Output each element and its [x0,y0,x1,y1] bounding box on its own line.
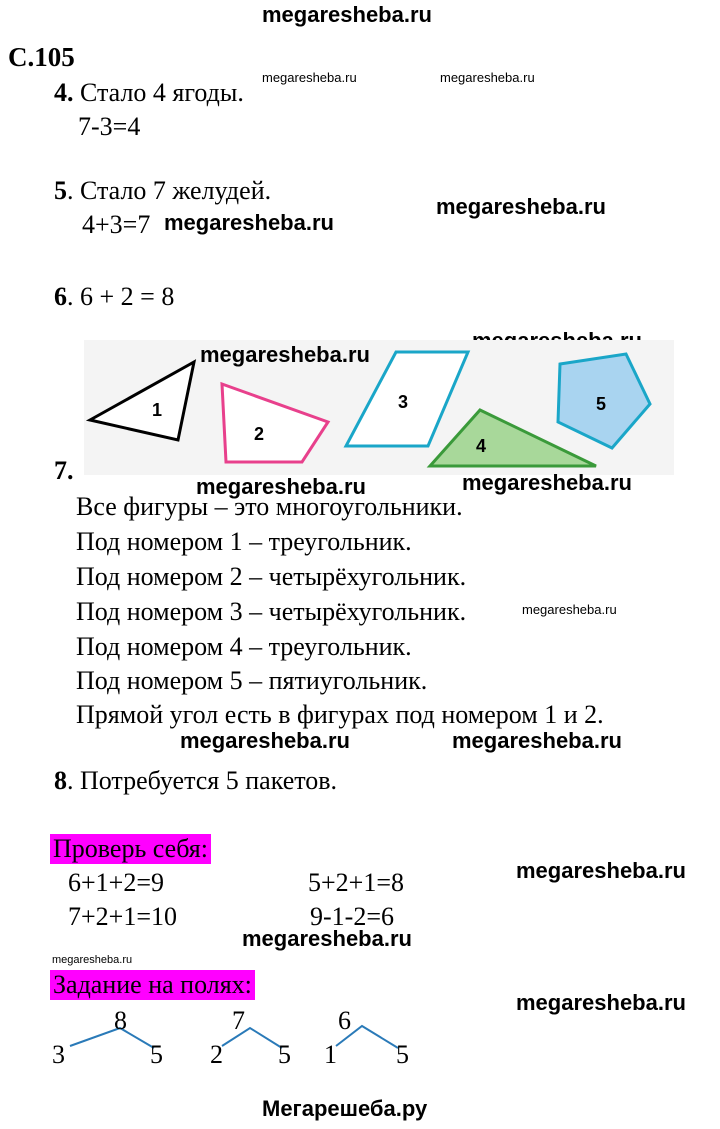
task5-equation: 4+3=7 [82,210,151,239]
task8-text: . Потребуется 5 пакетов. [67,766,338,795]
task6-number: 6 [54,282,67,311]
shape-label-3: 3 [398,392,409,412]
task8-number: 8 [54,766,67,795]
tree-2-branches [222,1028,282,1048]
shape-label-2: 2 [254,424,265,444]
task7-line: Под номером 4 – треугольник. [76,632,412,661]
header-watermark: megaresheba.ru [262,2,432,27]
shapes-figure [84,340,674,475]
tree-3-left: 1 [324,1040,337,1069]
watermark: megaresheba.ru [436,194,606,219]
task8-line [54,766,337,796]
watermark-small: megaresheba.ru [440,70,535,85]
tree-1-right: 5 [150,1040,163,1069]
task7-number: 7. [54,456,74,485]
watermark: megaresheba.ru [516,990,686,1015]
watermark: megaresheba.ru [516,858,686,883]
task7-line: Под номером 5 – пятиугольник. [76,666,428,695]
margin-task-title: Задание на полях: [50,970,255,1000]
watermark-small: megaresheba.ru [52,954,133,966]
watermark: megaresheba.ru [196,474,366,499]
check-equation: 6+1+2=9 [68,868,164,897]
tree-2-top: 7 [232,1006,245,1035]
check-equation: 9-1-2=6 [310,902,394,931]
task7-line: Прямой угол есть в фигурах под номером 1 и 2. [76,700,604,729]
shape-label-1: 1 [152,400,163,420]
watermark: megaresheba.ru [462,470,632,495]
task4-line [54,78,244,108]
task4-equation: 7-3=4 [78,112,141,141]
tree-1-branches [70,1028,154,1048]
watermark: megaresheba.ru [242,926,412,951]
task4-number: 4. [54,78,74,107]
tree-2-right: 5 [278,1040,291,1069]
task5-line [54,176,271,206]
page-label: С.105 [8,42,75,72]
watermark-small: megaresheba.ru [522,602,617,617]
tree-2-left: 2 [210,1040,223,1069]
tree-3-top: 6 [338,1006,351,1035]
watermark: megaresheba.ru [180,728,350,753]
task4-text: Стало 4 ягоды. [73,78,244,107]
check-equation: 7+2+1=10 [68,902,177,931]
watermark: megaresheba.ru [164,210,334,235]
footer-watermark: Мегарешеба.ру [262,1096,428,1121]
task7-line: Под номером 3 – четырёхугольник. [76,597,467,626]
task6-line [54,282,174,312]
task5-text: . Стало 7 желудей. [67,176,272,205]
check-title: Проверь себя: [50,834,211,864]
task7-line: Под номером 2 – четырёхугольник. [76,562,467,591]
tree-3-right: 5 [396,1040,409,1069]
tree-1-left: 3 [52,1040,65,1069]
shape-label-5: 5 [596,394,607,414]
task7-line: Все фигуры – это многоугольники. [76,492,463,521]
watermark: megaresheba.ru [200,342,370,367]
task7-line: Под номером 1 – треугольник. [76,527,412,556]
task6-text: . 6 + 2 = 8 [67,282,175,311]
watermark: megaresheba.ru [452,728,622,753]
watermark-small: megaresheba.ru [262,70,357,85]
check-equation: 5+2+1=8 [308,868,404,897]
shape-label-4: 4 [476,436,487,456]
tree-1-top: 8 [114,1006,127,1035]
task5-number: 5 [54,176,67,205]
